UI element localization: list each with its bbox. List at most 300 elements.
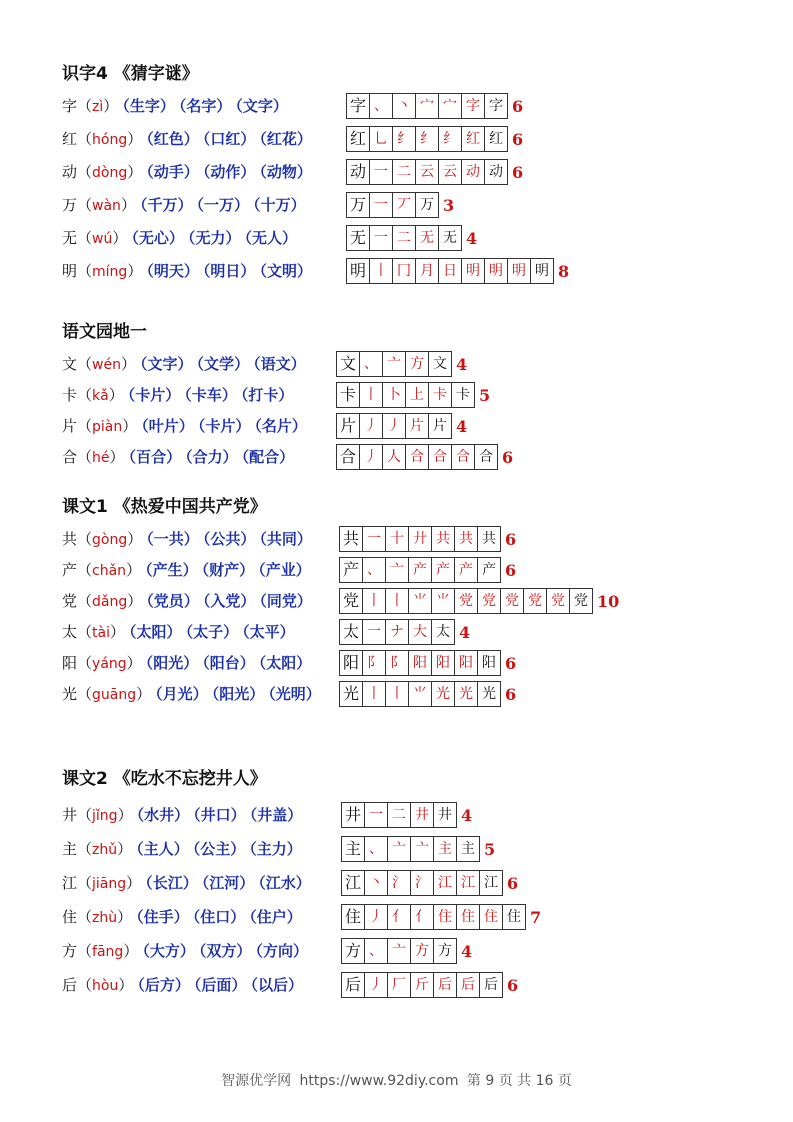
paren: （ <box>77 417 93 435</box>
stroke-step: 方 <box>405 351 429 377</box>
stroke-step: 冂 <box>392 258 416 284</box>
pinyin: jiāng <box>92 876 127 892</box>
char: 字 <box>62 97 78 115</box>
stroke-step: 丨 <box>362 681 386 707</box>
stroke-step: 产 <box>408 557 432 583</box>
char: 方 <box>62 942 78 960</box>
stroke-count: 6 <box>505 653 517 673</box>
stroke-grid <box>347 225 477 251</box>
char-entry <box>62 350 306 378</box>
word: （月光） <box>155 685 208 703</box>
stroke-step: 亠 <box>387 836 411 862</box>
stroke-grid <box>342 802 472 828</box>
stroke-step: 阳 <box>431 650 455 676</box>
stroke-step: 明 <box>507 258 531 284</box>
char-row <box>62 257 762 285</box>
stroke-step: 、 <box>359 351 383 377</box>
word: （明日） <box>202 262 256 280</box>
word: （后面） <box>193 976 247 994</box>
word-text: 住户 <box>256 908 287 926</box>
stroke-step: 一 <box>362 619 386 645</box>
word-text: 无人 <box>251 229 282 247</box>
stroke-step: 井 <box>433 802 457 828</box>
stroke-grid <box>347 93 523 119</box>
stroke-step: 党 <box>477 588 501 614</box>
stroke-step: 光 <box>454 681 478 707</box>
paren: ） <box>126 561 142 579</box>
word-text: 无力 <box>195 229 226 247</box>
stroke-step: 万 <box>415 192 439 218</box>
word-text: 动作 <box>210 163 241 181</box>
stroke-cell-char: 方 <box>341 938 365 964</box>
stroke-step: 后 <box>433 972 457 998</box>
word-text: 公主 <box>200 840 231 858</box>
word: （红色） <box>146 130 199 148</box>
stroke-step: 主 <box>456 836 480 862</box>
word-text: 生字 <box>129 97 160 115</box>
paren: （ <box>77 229 93 247</box>
stroke-step: 合 <box>405 444 429 470</box>
paren: （ <box>77 262 93 280</box>
word-text: 文字 <box>147 355 178 373</box>
word-text: 太子 <box>193 623 224 641</box>
char: 共 <box>62 530 78 548</box>
stroke-step: 后 <box>456 972 480 998</box>
stroke-grid <box>347 126 523 152</box>
word: （语文） <box>253 355 306 373</box>
stroke-step: 日 <box>438 258 462 284</box>
paren: ） <box>117 806 133 824</box>
word-text: 双方 <box>206 942 237 960</box>
stroke-step: 丶 <box>364 870 388 896</box>
paren: ） <box>110 623 126 641</box>
stroke-step: 卡 <box>428 382 452 408</box>
word: （文明） <box>259 262 312 280</box>
word: （主力） <box>249 840 302 858</box>
stroke-step: 阳 <box>408 650 432 676</box>
word-text: 光明 <box>275 685 306 703</box>
paren: ） <box>117 908 133 926</box>
stroke-grid <box>347 258 569 284</box>
section-title: 课文2 《吃水不忘挖井人》 <box>62 769 267 789</box>
char-row <box>62 801 762 829</box>
stroke-step: 阳 <box>454 650 478 676</box>
pinyin: hé <box>92 450 110 466</box>
stroke-count: 5 <box>479 385 491 405</box>
pinyin: fāng <box>92 944 124 960</box>
char-entry <box>62 801 302 829</box>
stroke-step: 、 <box>369 93 393 119</box>
word-text: 以后 <box>257 976 288 994</box>
char-row <box>62 125 762 153</box>
char-row <box>62 443 762 471</box>
stroke-cell-char: 太 <box>339 619 363 645</box>
char: 后 <box>62 976 78 994</box>
stroke-step: 大 <box>408 619 432 645</box>
stroke-step: 亻 <box>410 904 434 930</box>
word-text: 太平 <box>249 623 280 641</box>
stroke-count: 6 <box>507 873 519 893</box>
stroke-cell-char: 明 <box>346 258 370 284</box>
paren: （ <box>77 874 93 892</box>
paren: ） <box>117 840 133 858</box>
stroke-grid <box>342 972 518 998</box>
char-row <box>62 835 762 863</box>
char-row <box>62 618 762 646</box>
stroke-count: 4 <box>466 228 478 248</box>
word: （主人） <box>136 840 189 858</box>
section-title: 识字4 《猜字谜》 <box>62 64 199 84</box>
stroke-count: 6 <box>505 529 517 549</box>
stroke-step: 动 <box>461 159 485 185</box>
char-row <box>62 869 762 897</box>
section-4 <box>62 767 762 1007</box>
stroke-cell-char: 字 <box>346 93 370 119</box>
paren: ） <box>112 229 128 247</box>
word: （党员） <box>146 592 199 610</box>
pinyin: piàn <box>92 419 123 435</box>
word: （卡车） <box>184 386 237 404</box>
word: （太阳） <box>129 623 182 641</box>
stroke-grid <box>337 413 467 439</box>
paren: （ <box>77 623 93 641</box>
word-text: 明天 <box>153 262 184 280</box>
word-text: 语文 <box>260 355 291 373</box>
word-text: 卡车 <box>191 386 222 404</box>
word-text: 名字 <box>186 97 217 115</box>
char: 井 <box>62 806 78 824</box>
stroke-step: 党 <box>523 588 547 614</box>
stroke-cell-char: 合 <box>336 444 360 470</box>
paren: （ <box>77 654 93 672</box>
char: 片 <box>62 417 78 435</box>
char: 合 <box>62 448 78 466</box>
stroke-step: 丨 <box>362 588 386 614</box>
word-text: 明日 <box>210 262 241 280</box>
char-row <box>62 556 762 584</box>
char: 文 <box>62 355 78 373</box>
paren: （ <box>77 163 93 181</box>
word: （十万） <box>253 196 306 214</box>
stroke-step: 氵 <box>410 870 434 896</box>
char-row <box>62 971 762 999</box>
stroke-step: 廾 <box>408 526 432 552</box>
word-text: 阳光 <box>219 685 250 703</box>
word: （动手） <box>146 163 199 181</box>
pinyin: míng <box>92 264 128 280</box>
word-text: 后面 <box>201 976 232 994</box>
char: 红 <box>62 130 78 148</box>
word-text: 无心 <box>138 229 169 247</box>
stroke-step: 一 <box>369 192 393 218</box>
stroke-step: 太 <box>431 619 455 645</box>
char-entry <box>62 869 311 897</box>
word: （动物） <box>259 163 312 181</box>
char-entry <box>62 835 302 863</box>
paren: （ <box>77 196 93 214</box>
stroke-step: 合 <box>451 444 475 470</box>
char-row <box>62 525 762 553</box>
stroke-step: 纟 <box>415 126 439 152</box>
stroke-step: 丿 <box>382 413 406 439</box>
stroke-cell-char: 党 <box>339 588 363 614</box>
word-text: 阳台 <box>209 654 240 672</box>
stroke-grid <box>342 870 518 896</box>
stroke-step: 宀 <box>415 93 439 119</box>
stroke-step: 一 <box>369 159 393 185</box>
stroke-step: 阝 <box>385 650 409 676</box>
footer-brand: 智源优学网 <box>221 1073 292 1089</box>
stroke-step: 产 <box>431 557 455 583</box>
stroke-step: 亻 <box>387 904 411 930</box>
word: （长江） <box>145 874 198 892</box>
stroke-step: 后 <box>479 972 503 998</box>
stroke-step: 明 <box>530 258 554 284</box>
stroke-step: 住 <box>433 904 457 930</box>
stroke-step: 丨 <box>369 258 393 284</box>
char: 无 <box>62 229 78 247</box>
stroke-grid <box>342 836 495 862</box>
paren: （ <box>77 806 93 824</box>
stroke-step: 亠 <box>387 938 411 964</box>
pinyin: guāng <box>92 687 137 703</box>
char: 明 <box>62 262 78 280</box>
stroke-grid <box>340 619 470 645</box>
word-text: 同党 <box>266 592 297 610</box>
stroke-grid <box>342 904 541 930</box>
char-entry <box>62 649 311 677</box>
footer-url[interactable]: https://www.92diy.com <box>299 1073 459 1089</box>
stroke-step: 明 <box>484 258 508 284</box>
word: （百合） <box>128 448 182 466</box>
stroke-step: ナ <box>385 619 409 645</box>
word: （名字） <box>178 97 232 115</box>
word: （共同） <box>259 530 312 548</box>
page-footer <box>0 1070 793 1090</box>
stroke-step: 产 <box>454 557 478 583</box>
stroke-cell-char: 动 <box>346 159 370 185</box>
paren: ） <box>108 386 124 404</box>
stroke-step: 住 <box>502 904 526 930</box>
stroke-step: 十 <box>385 526 409 552</box>
word-text: 文学 <box>204 355 235 373</box>
stroke-cell-char: 后 <box>341 972 365 998</box>
stroke-step: ⺌ <box>408 681 432 707</box>
word: （财产） <box>201 561 255 579</box>
stroke-step: 字 <box>461 93 485 119</box>
word-text: 合力 <box>192 448 223 466</box>
word: （江水） <box>258 874 311 892</box>
word-text: 配合 <box>249 448 280 466</box>
word-text: 后方 <box>144 976 175 994</box>
section-2 <box>62 320 762 480</box>
stroke-cell-char: 卡 <box>336 382 360 408</box>
char-entry <box>62 381 293 409</box>
stroke-step: ⺌ <box>408 588 432 614</box>
paren: （ <box>77 355 93 373</box>
stroke-step: 丿 <box>364 904 388 930</box>
char-entry <box>62 937 308 965</box>
stroke-step: 合 <box>428 444 452 470</box>
stroke-step: 二 <box>392 159 416 185</box>
word-text: 一万 <box>204 196 235 214</box>
paren: （ <box>77 130 93 148</box>
word-text: 红花 <box>266 130 297 148</box>
stroke-step: 党 <box>500 588 524 614</box>
word: （太子） <box>185 623 239 641</box>
stroke-grid <box>340 526 516 552</box>
char: 住 <box>62 908 78 926</box>
paren: ） <box>109 448 125 466</box>
word: （阳台） <box>202 654 255 672</box>
word: （井盖） <box>249 806 303 824</box>
paren: （ <box>77 592 93 610</box>
paren: （ <box>77 386 93 404</box>
stroke-step: 共 <box>431 526 455 552</box>
stroke-grid <box>340 681 516 707</box>
stroke-count: 6 <box>512 129 524 149</box>
word-text: 百合 <box>136 448 167 466</box>
stroke-cell-char: 井 <box>341 802 365 828</box>
stroke-count: 6 <box>512 96 524 116</box>
paren: （ <box>77 840 93 858</box>
word-text: 党员 <box>153 592 184 610</box>
stroke-step: 卜 <box>382 382 406 408</box>
paren: （ <box>77 530 93 548</box>
word-text: 打卡 <box>248 386 279 404</box>
stroke-step: 云 <box>438 159 462 185</box>
stroke-step: 红 <box>461 126 485 152</box>
word-text: 卡片 <box>205 417 236 435</box>
pinyin: hòu <box>92 978 119 994</box>
paren: ） <box>126 654 142 672</box>
stroke-step: 亠 <box>385 557 409 583</box>
word: （阳光） <box>145 654 199 672</box>
stroke-count: 4 <box>456 416 468 436</box>
word: （光明） <box>268 685 321 703</box>
char-entry <box>62 125 312 153</box>
stroke-count: 4 <box>461 805 473 825</box>
stroke-step: 二 <box>392 225 416 251</box>
char: 阳 <box>62 654 78 672</box>
stroke-step: 字 <box>484 93 508 119</box>
char-entry <box>62 92 288 120</box>
char-row <box>62 587 762 615</box>
pinyin: dǎng <box>92 594 128 610</box>
char: 动 <box>62 163 78 181</box>
char-row <box>62 903 762 931</box>
char-row <box>62 649 762 677</box>
stroke-grid <box>340 588 619 614</box>
stroke-grid <box>337 382 490 408</box>
stroke-step: 乚 <box>369 126 393 152</box>
word: （千万） <box>139 196 193 214</box>
word-text: 月光 <box>162 685 193 703</box>
paren: ） <box>127 592 143 610</box>
word-text: 主力 <box>256 840 287 858</box>
stroke-step: 动 <box>484 159 508 185</box>
word-text: 住手 <box>143 908 174 926</box>
stroke-step: 主 <box>433 836 457 862</box>
word-text: 井口 <box>200 806 231 824</box>
stroke-step: 无 <box>438 225 462 251</box>
section-1 <box>62 62 762 292</box>
word-text: 共同 <box>266 530 297 548</box>
stroke-step: 光 <box>477 681 501 707</box>
word-text: 产生 <box>152 561 183 579</box>
stroke-step: 丨 <box>385 588 409 614</box>
word: （太平） <box>242 623 295 641</box>
stroke-step: 人 <box>382 444 406 470</box>
word: （双方） <box>198 942 252 960</box>
stroke-step: 、 <box>364 836 388 862</box>
stroke-step: 文 <box>428 351 452 377</box>
pinyin: zì <box>92 99 104 115</box>
footer-page-number: 第 9 页 共 16 页 <box>466 1073 572 1089</box>
pinyin: yáng <box>92 656 127 672</box>
stroke-step: 一 <box>364 802 388 828</box>
stroke-step: 一 <box>369 225 393 251</box>
word: （产生） <box>145 561 198 579</box>
stroke-step: 、 <box>362 557 386 583</box>
paren: （ <box>77 685 93 703</box>
stroke-count: 6 <box>505 560 517 580</box>
word-text: 大方 <box>149 942 180 960</box>
stroke-cell-char: 主 <box>341 836 365 862</box>
word-text: 方向 <box>262 942 293 960</box>
word-text: 太阳 <box>266 654 297 672</box>
stroke-cell-char: 片 <box>336 413 360 439</box>
word-text: 江河 <box>209 874 240 892</box>
word: （一万） <box>196 196 250 214</box>
pinyin: hóng <box>92 132 128 148</box>
section-title: 语文园地一 <box>62 322 147 342</box>
word: （打卡） <box>240 386 294 404</box>
stroke-step: 一 <box>362 526 386 552</box>
char-entry <box>62 224 297 252</box>
char-entry <box>62 971 303 999</box>
word: （公共） <box>202 530 256 548</box>
char-entry <box>62 525 312 553</box>
paren: ） <box>127 262 143 280</box>
pinyin: zhù <box>92 910 118 926</box>
char-entry <box>62 443 294 471</box>
stroke-step: 明 <box>461 258 485 284</box>
word: （文字） <box>235 97 288 115</box>
stroke-grid <box>337 351 467 377</box>
word: （卡片） <box>197 417 251 435</box>
word: （红花） <box>259 130 312 148</box>
stroke-cell-char: 住 <box>341 904 365 930</box>
stroke-step: 亠 <box>410 836 434 862</box>
word-text: 千万 <box>147 196 178 214</box>
char-row <box>62 191 762 219</box>
word-text: 动手 <box>153 163 184 181</box>
word: （配合） <box>241 448 295 466</box>
word-text: 名片 <box>261 417 292 435</box>
stroke-grid <box>342 938 472 964</box>
stroke-step: 氵 <box>387 870 411 896</box>
word: （生字） <box>122 97 175 115</box>
word-text: 口红 <box>210 130 241 148</box>
stroke-step: 丨 <box>359 382 383 408</box>
word-text: 财产 <box>209 561 240 579</box>
word: （动作） <box>202 163 256 181</box>
paren: ） <box>120 355 136 373</box>
word: （住户） <box>249 908 302 926</box>
stroke-step: 卡 <box>451 382 475 408</box>
stroke-step: 月 <box>415 258 439 284</box>
